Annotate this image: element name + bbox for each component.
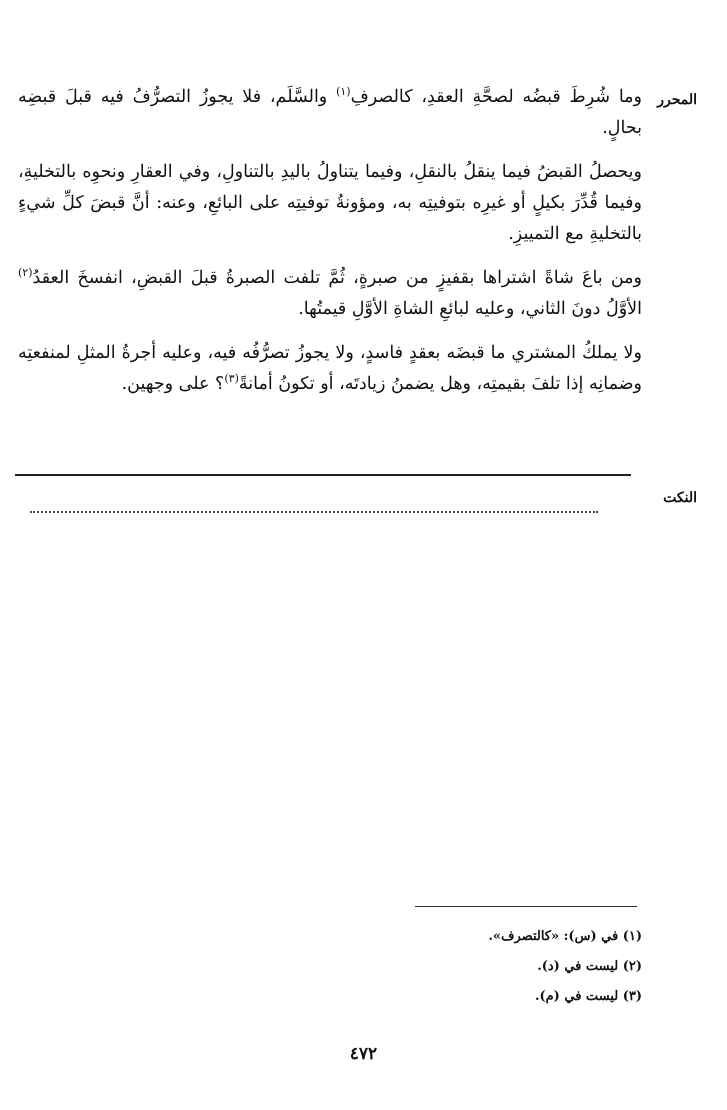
paragraph-1-text-b: والسَّلَم، فلا يجوزُ التصرُّفُ فيه قبلَ قبضِه بحالٍ. [18, 87, 642, 138]
paragraph-1-text-a: وما شُرِطَ قبضُه لصحَّةِ العقدِ، كالصرفِ [350, 87, 642, 107]
page-number: ٤٧٢ [349, 1044, 378, 1064]
dotted-placeholder-line [30, 503, 598, 513]
footnote-ref-1: (١) [336, 85, 351, 99]
footnote-ref-2: (٢) [18, 266, 33, 280]
footnote-2: (٢) ليست في (د). [537, 959, 642, 974]
paragraph-4-text-b: ؟ على وجهين. [121, 374, 225, 394]
main-text-block [18, 82, 642, 413]
footnote-3: (٣) ليست في (م). [534, 989, 642, 1004]
paragraph-3-text-a: ومن باعَ شاةً اشتراها بقفيزٍ من صبرةٍ، ثُمَّ تلفت الصبرةُ قبلَ القبضِ، انفسخَ العقدُ [32, 268, 642, 288]
paragraph-3-text-b: الأوَّلُ دونَ الثاني، وعليه لبائعِ الشاةِ الأوَّلِ قيمتُها. [298, 299, 642, 319]
section-divider [15, 474, 631, 476]
footnote-ref-3: (٣) [224, 372, 239, 386]
paragraph-2: ويحصلُ القبضُ فيما ينقلُ بالنقلِ، وفيما يتناولُ باليدِ بالتناولِ، وفي العقارِ ونحوِه بالتخليةِ، وفيما قُدِّرَ بكيلٍ أو غيرِه بتوفيتِه به، ومؤونةُ توفيتِه على البائعِ، وعنه: أنَّ قبضَ كلِّ شيءٍ بالتخليةِ مع التمييزِ. [18, 162, 642, 244]
footnote-divider [415, 906, 637, 907]
footnote-1: (١) في (س): «كالتصرف». [488, 929, 642, 944]
section-label-muharrar: المحرر [657, 92, 697, 108]
section-label-nukat: النكت [663, 490, 697, 506]
paragraph-3 [18, 263, 642, 325]
footnotes-block [382, 922, 642, 1012]
paragraph-4-text-a: ولا يملكُ المشتري ما قبضَه بعقدٍ فاسدٍ، ولا يجوزُ تصرُّفُه فيه، وعليه أجرةُ المثلِ لمنفعتِه وضمانِه إذا تلفَ بقيمتِه، وهل يضمنُ زيادتَه، أو تكونُ أمانةً [18, 343, 642, 394]
paragraph-4 [18, 338, 642, 400]
paragraph-1 [18, 82, 642, 144]
